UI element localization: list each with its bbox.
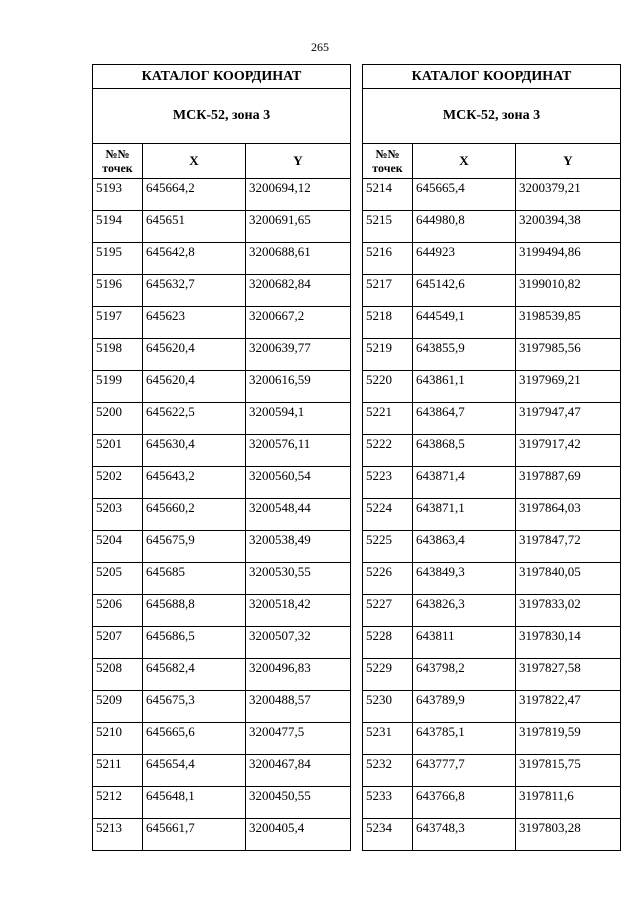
table-row [93,659,351,691]
table-row [363,339,621,371]
y-coordinate-cell: 3197822,47 [516,691,621,723]
coordinate-rows [93,179,351,851]
y-coordinate-cell: 3197830,14 [516,627,621,659]
x-coordinate-cell: 645661,7 [143,819,246,851]
point-number-cell: 5217 [363,275,413,307]
point-number-cell: 5205 [93,563,143,595]
point-number-cell: 5223 [363,467,413,499]
point-number-cell: 5195 [93,243,143,275]
point-number-cell: 5230 [363,691,413,723]
point-number-header [93,144,143,179]
point-number-cell: 5219 [363,339,413,371]
point-number-cell: 5227 [363,595,413,627]
x-coordinate-cell: 644980,8 [413,211,516,243]
catalog-title: КАТАЛОГ КООРДИНАТ [93,65,351,89]
x-coordinate-cell: 643871,4 [413,467,516,499]
point-number-cell: 5225 [363,531,413,563]
x-coordinate-cell: 643777,7 [413,755,516,787]
coordinate-rows [363,179,621,851]
point-number-cell: 5216 [363,243,413,275]
table-row [363,307,621,339]
y-coordinate-cell: 3200538,49 [246,531,351,563]
catalog-title: КАТАЛОГ КООРДИНАТ [363,65,621,89]
point-number-header-line1: №№ [375,147,400,161]
point-number-header [363,144,413,179]
coordinate-catalog-table-right [362,64,621,851]
x-coordinate-cell: 643766,8 [413,787,516,819]
x-coordinate-cell: 645642,8 [143,243,246,275]
point-number-cell: 5199 [93,371,143,403]
point-number-cell: 5210 [93,723,143,755]
point-number-cell: 5218 [363,307,413,339]
point-number-cell: 5212 [93,787,143,819]
coordinate-system-label: МСК-52, зона 3 [363,89,621,144]
table-row [363,531,621,563]
point-number-cell: 5222 [363,435,413,467]
table-row [363,691,621,723]
table-row [363,659,621,691]
table-row [363,179,621,211]
table-row [93,211,351,243]
x-coordinate-cell: 645664,2 [143,179,246,211]
x-coordinate-cell: 643811 [413,627,516,659]
y-coordinate-cell: 3200594,1 [246,403,351,435]
table-row [93,691,351,723]
table-row [93,371,351,403]
y-coordinate-cell: 3200379,21 [516,179,621,211]
x-coordinate-cell: 644549,1 [413,307,516,339]
y-coordinate-cell: 3200548,44 [246,499,351,531]
point-number-cell: 5201 [93,435,143,467]
page-number: 265 [311,40,329,54]
table-row [93,563,351,595]
y-coordinate-cell: 3197815,75 [516,755,621,787]
x-coordinate-cell: 645688,8 [143,595,246,627]
y-coordinate-cell: 3200682,84 [246,275,351,307]
table-row [93,819,351,851]
point-number-cell: 5231 [363,723,413,755]
x-column-header: X [143,144,246,179]
point-number-cell: 5202 [93,467,143,499]
table-row [363,755,621,787]
y-coordinate-cell: 3200405,4 [246,819,351,851]
x-coordinate-cell: 645686,5 [143,627,246,659]
x-coordinate-cell: 645654,4 [143,755,246,787]
table-row [93,307,351,339]
table-row [93,243,351,275]
x-coordinate-cell: 643871,1 [413,499,516,531]
x-coordinate-cell: 644923 [413,243,516,275]
point-number-cell: 5206 [93,595,143,627]
y-coordinate-cell: 3200394,38 [516,211,621,243]
coordinate-system-label: МСК-52, зона 3 [93,89,351,144]
point-number-cell: 5207 [93,627,143,659]
table-row [93,627,351,659]
table-row [93,179,351,211]
y-coordinate-cell: 3197917,42 [516,435,621,467]
y-coordinate-cell: 3200639,77 [246,339,351,371]
table-row [93,275,351,307]
y-coordinate-cell: 3197947,47 [516,403,621,435]
y-coordinate-cell: 3197969,21 [516,371,621,403]
point-number-cell: 5203 [93,499,143,531]
point-number-cell: 5198 [93,339,143,371]
y-coordinate-cell: 3197887,69 [516,467,621,499]
table-row [363,627,621,659]
x-coordinate-cell: 643861,1 [413,371,516,403]
point-number-cell: 5196 [93,275,143,307]
point-number-cell: 5220 [363,371,413,403]
x-coordinate-cell: 643855,9 [413,339,516,371]
y-coordinate-cell: 3199494,86 [516,243,621,275]
table-row [93,435,351,467]
x-coordinate-cell: 643798,2 [413,659,516,691]
x-coordinate-cell: 645648,1 [143,787,246,819]
y-coordinate-cell: 3198539,85 [516,307,621,339]
y-coordinate-cell: 3197847,72 [516,531,621,563]
table-row [363,723,621,755]
x-coordinate-cell: 645685 [143,563,246,595]
table-row [363,275,621,307]
point-number-cell: 5194 [93,211,143,243]
x-coordinate-cell: 645643,2 [143,467,246,499]
x-coordinate-cell: 643748,3 [413,819,516,851]
table-row [93,787,351,819]
table-row [93,531,351,563]
point-number-cell: 5233 [363,787,413,819]
point-number-cell: 5209 [93,691,143,723]
x-coordinate-cell: 645675,9 [143,531,246,563]
table-row [363,435,621,467]
x-coordinate-cell: 645623 [143,307,246,339]
y-coordinate-cell: 3200477,5 [246,723,351,755]
x-coordinate-cell: 645622,5 [143,403,246,435]
y-coordinate-cell: 3200688,61 [246,243,351,275]
x-coordinate-cell: 643864,7 [413,403,516,435]
table-row [363,371,621,403]
table-row [363,563,621,595]
y-coordinate-cell: 3200691,65 [246,211,351,243]
y-coordinate-cell: 3200667,2 [246,307,351,339]
x-coordinate-cell: 643849,3 [413,563,516,595]
x-coordinate-cell: 643789,9 [413,691,516,723]
point-number-header-line1: №№ [105,147,130,161]
point-number-cell: 5214 [363,179,413,211]
y-coordinate-cell: 3200518,42 [246,595,351,627]
x-coordinate-cell: 645142,6 [413,275,516,307]
y-coordinate-cell: 3200467,84 [246,755,351,787]
x-coordinate-cell: 645620,4 [143,339,246,371]
x-coordinate-cell: 645660,2 [143,499,246,531]
table-row [363,211,621,243]
table-row [93,339,351,371]
y-coordinate-cell: 3200560,54 [246,467,351,499]
point-number-cell: 5211 [93,755,143,787]
x-column-header: X [413,144,516,179]
y-coordinate-cell: 3197811,6 [516,787,621,819]
point-number-cell: 5204 [93,531,143,563]
point-number-cell: 5213 [93,819,143,851]
table-row [363,787,621,819]
y-coordinate-cell: 3197864,03 [516,499,621,531]
table-row [363,819,621,851]
point-number-cell: 5234 [363,819,413,851]
y-coordinate-cell: 3200530,55 [246,563,351,595]
y-column-header: Y [516,144,621,179]
x-coordinate-cell: 645632,7 [143,275,246,307]
x-coordinate-cell: 643863,4 [413,531,516,563]
point-number-cell: 5208 [93,659,143,691]
point-number-cell: 5232 [363,755,413,787]
y-coordinate-cell: 3197985,56 [516,339,621,371]
y-coordinate-cell: 3200576,11 [246,435,351,467]
coordinate-catalog-table-left [92,64,351,851]
y-coordinate-cell: 3197827,58 [516,659,621,691]
point-number-header-line2: точек [372,161,403,175]
point-number-cell: 5215 [363,211,413,243]
x-coordinate-cell: 645651 [143,211,246,243]
table-row [363,595,621,627]
x-coordinate-cell: 645620,4 [143,371,246,403]
table-row [363,499,621,531]
y-coordinate-cell: 3197833,02 [516,595,621,627]
table-row [93,499,351,531]
y-coordinate-cell: 3200488,57 [246,691,351,723]
y-coordinate-cell: 3200496,83 [246,659,351,691]
point-number-cell: 5193 [93,179,143,211]
x-coordinate-cell: 643826,3 [413,595,516,627]
y-coordinate-cell: 3200616,59 [246,371,351,403]
y-coordinate-cell: 3197840,05 [516,563,621,595]
point-number-cell: 5221 [363,403,413,435]
table-row [363,243,621,275]
point-number-cell: 5200 [93,403,143,435]
y-coordinate-cell: 3200507,32 [246,627,351,659]
x-coordinate-cell: 645665,6 [143,723,246,755]
point-number-cell: 5224 [363,499,413,531]
x-coordinate-cell: 645665,4 [413,179,516,211]
table-row [363,467,621,499]
x-coordinate-cell: 645682,4 [143,659,246,691]
y-coordinate-cell: 3199010,82 [516,275,621,307]
x-coordinate-cell: 643785,1 [413,723,516,755]
point-number-cell: 5228 [363,627,413,659]
y-coordinate-cell: 3200694,12 [246,179,351,211]
point-number-cell: 5229 [363,659,413,691]
point-number-cell: 5197 [93,307,143,339]
table-row [93,467,351,499]
y-coordinate-cell: 3200450,55 [246,787,351,819]
point-number-header-line2: точек [102,161,133,175]
y-column-header: Y [246,144,351,179]
table-row [93,755,351,787]
x-coordinate-cell: 643868,5 [413,435,516,467]
table-row [363,403,621,435]
x-coordinate-cell: 645630,4 [143,435,246,467]
y-coordinate-cell: 3197803,28 [516,819,621,851]
table-row [93,723,351,755]
table-row [93,403,351,435]
y-coordinate-cell: 3197819,59 [516,723,621,755]
point-number-cell: 5226 [363,563,413,595]
x-coordinate-cell: 645675,3 [143,691,246,723]
table-row [93,595,351,627]
